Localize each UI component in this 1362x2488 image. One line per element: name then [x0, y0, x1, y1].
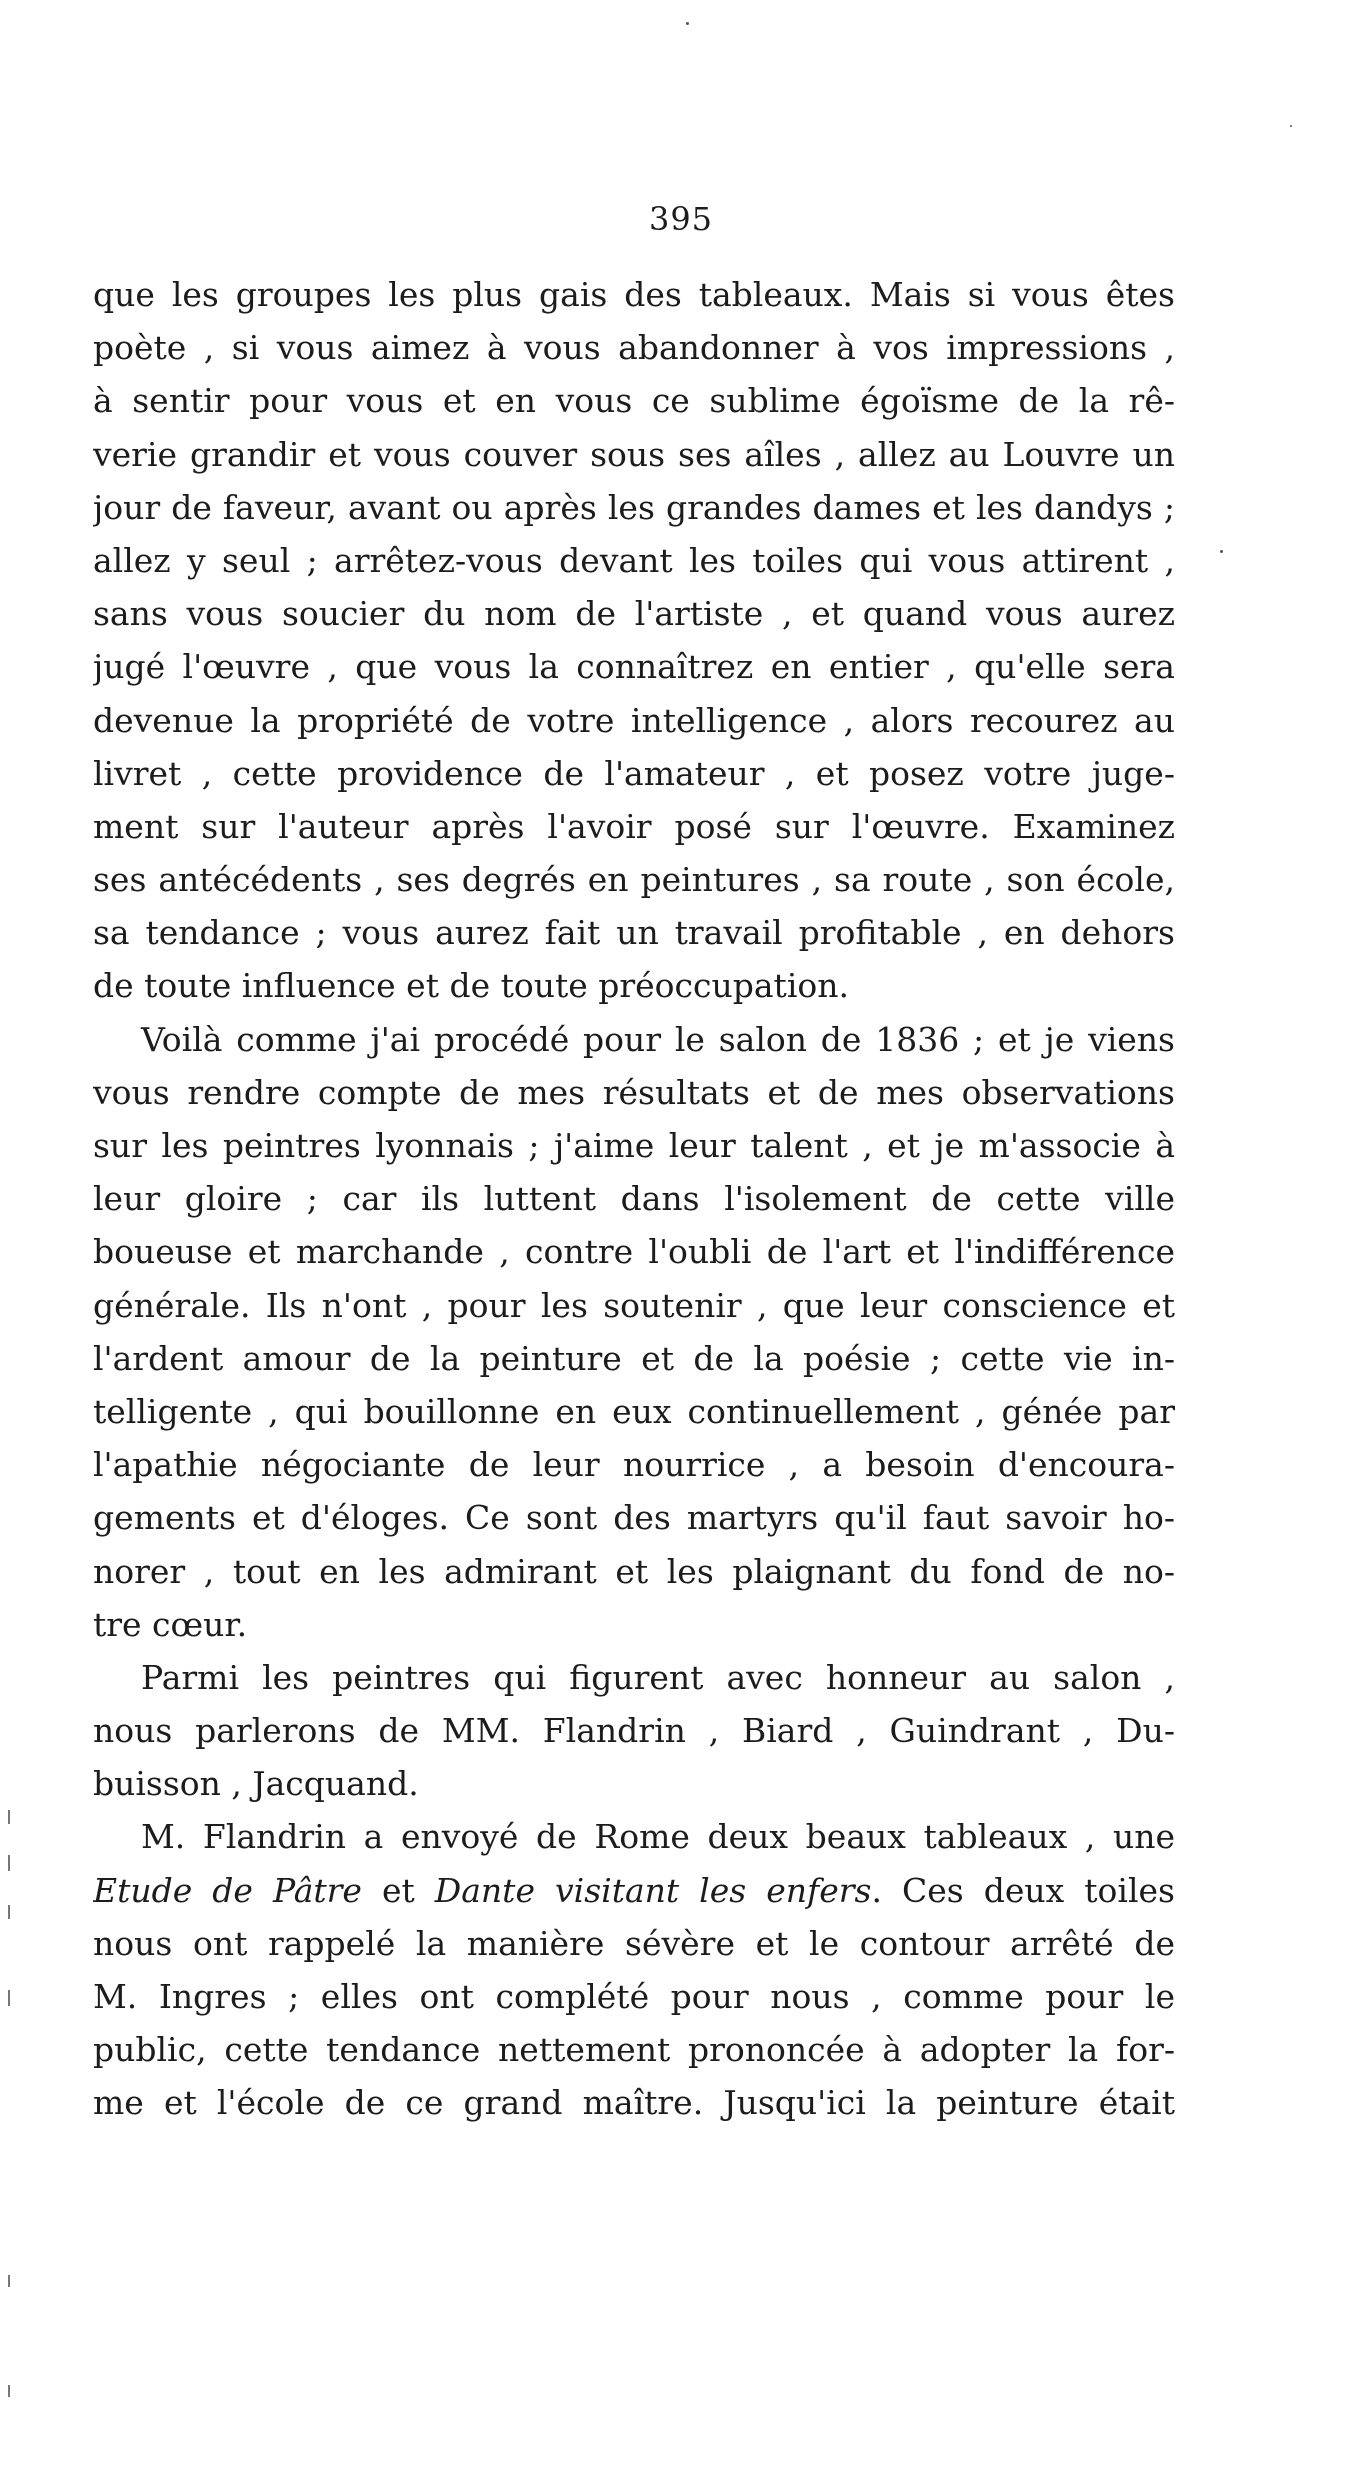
text-line: tre cœur. — [93, 1604, 248, 1644]
body-text — [93, 268, 1175, 2130]
text-line: leur gloire ; car ils luttent dans l'isolement de cette ville — [93, 1179, 1175, 1219]
scan-speck — [1220, 550, 1223, 553]
painting-title: Dante visitant les enfers — [434, 1870, 872, 1910]
scan-edge-mark — [8, 1855, 10, 1871]
text-line: me et l'école de ce grand maître. Jusqu'ici la peinture était — [93, 2083, 1175, 2123]
painting-title: Etude de Pâtre — [93, 1870, 362, 1910]
scan-edge-mark — [8, 1990, 10, 2006]
text-line: que les groupes les plus gais des tableaux. Mais si vous êtes — [93, 275, 1175, 314]
text-line: buisson , Jacquand. — [93, 1764, 419, 1804]
text-line: ment sur l'auteur après l'avoir posé sur l'œuvre. Examinez — [93, 806, 1175, 846]
text-line: public, cette tendance nettement prononcée à adopter la for- — [93, 2030, 1175, 2070]
text-line: générale. Ils n'ont , pour les soutenir , que leur conscience et — [93, 1285, 1175, 1325]
text-line: sa tendance ; vous aurez fait un travail profitable , en dehors — [93, 913, 1175, 953]
text-line: de toute influence et de toute préoccupation. — [93, 966, 849, 1006]
text-line: ses antécédents , ses degrés en peintures , sa route , son école, — [93, 860, 1175, 900]
text-line: l'apathie négociante de leur nourrice , a besoin d'encoura- — [93, 1445, 1175, 1485]
text-line: poète , si vous aimez à vous abandonner à vos impressions , — [93, 328, 1175, 368]
text-line: Parmi les peintres qui figurent avec honneur au salon , — [141, 1657, 1175, 1697]
text-line: boueuse et marchande , contre l'oubli de l'art et l'indifférence — [93, 1232, 1175, 1272]
text-line: l'ardent amour de la peinture et de la poésie ; cette vie in- — [93, 1338, 1175, 1378]
text-line: nous ont rappelé la manière sévère et le contour arrêté de — [93, 1923, 1175, 1963]
text-line: Voilà comme j'ai procédé pour le salon de 1836 ; et je viens — [141, 1019, 1175, 1059]
text-line: vous rendre compte de mes résultats et de mes observations — [93, 1072, 1175, 1112]
scan-edge-mark — [8, 1810, 10, 1824]
text-line: à sentir pour vous et en vous ce sublime égoïsme de la rê- — [93, 381, 1175, 421]
text-line: M. Ingres ; elles ont complété pour nous , comme pour le — [93, 1977, 1175, 2016]
scan-edge-mark — [8, 1905, 10, 1919]
text-line: allez y seul ; arrêtez-vous devant les toiles qui vous attirent , — [93, 540, 1175, 580]
inline-text: et — [361, 1870, 435, 1910]
text-line: jugé l'œuvre , que vous la connaîtrez en entier , qu'elle sera — [93, 647, 1175, 687]
page-number: 395 — [648, 200, 714, 238]
scan-speck — [686, 22, 689, 25]
scan-edge-mark — [8, 2275, 10, 2287]
text-line: nous parlerons de MM. Flandrin , Biard , Guindrant , Du- — [93, 1711, 1175, 1751]
paragraph-2 — [93, 1013, 1175, 1651]
text-line: M. Flandrin a envoyé de Rome deux beaux tableaux , une — [141, 1817, 1175, 1857]
paragraph-4 — [93, 1810, 1175, 2129]
text-line: sans vous soucier du nom de l'artiste , et quand vous aurez — [93, 594, 1175, 634]
text-line: gements et d'éloges. Ce sont des martyrs qu'il faut savoir ho- — [93, 1498, 1175, 1538]
text-line: norer , tout en les admirant et les plaignant du fond de no- — [93, 1551, 1175, 1591]
paragraph-3 — [93, 1651, 1175, 1811]
text-line: telligente , qui bouillonne en eux continuellement , génée par — [93, 1391, 1175, 1431]
text-line: jour de faveur, avant ou après les grandes dames et les dandys ; — [93, 487, 1175, 527]
scan-edge-mark — [8, 2385, 10, 2397]
scan-speck — [1290, 125, 1292, 127]
text-line: devenue la propriété de votre intelligence , alors recourez au — [93, 700, 1175, 740]
text-line: livret , cette providence de l'amateur , et posez votre juge- — [93, 753, 1175, 793]
text-line: sur les peintres lyonnais ; j'aime leur talent , et je m'associe à — [93, 1126, 1175, 1165]
text-line: verie grandir et vous couver sous ses aîles , allez au Louvre un — [93, 434, 1175, 474]
paragraph-1 — [93, 268, 1175, 1013]
text-line-italic-titles — [93, 1864, 1175, 1917]
inline-text: . Ces deux toiles — [871, 1870, 1175, 1910]
